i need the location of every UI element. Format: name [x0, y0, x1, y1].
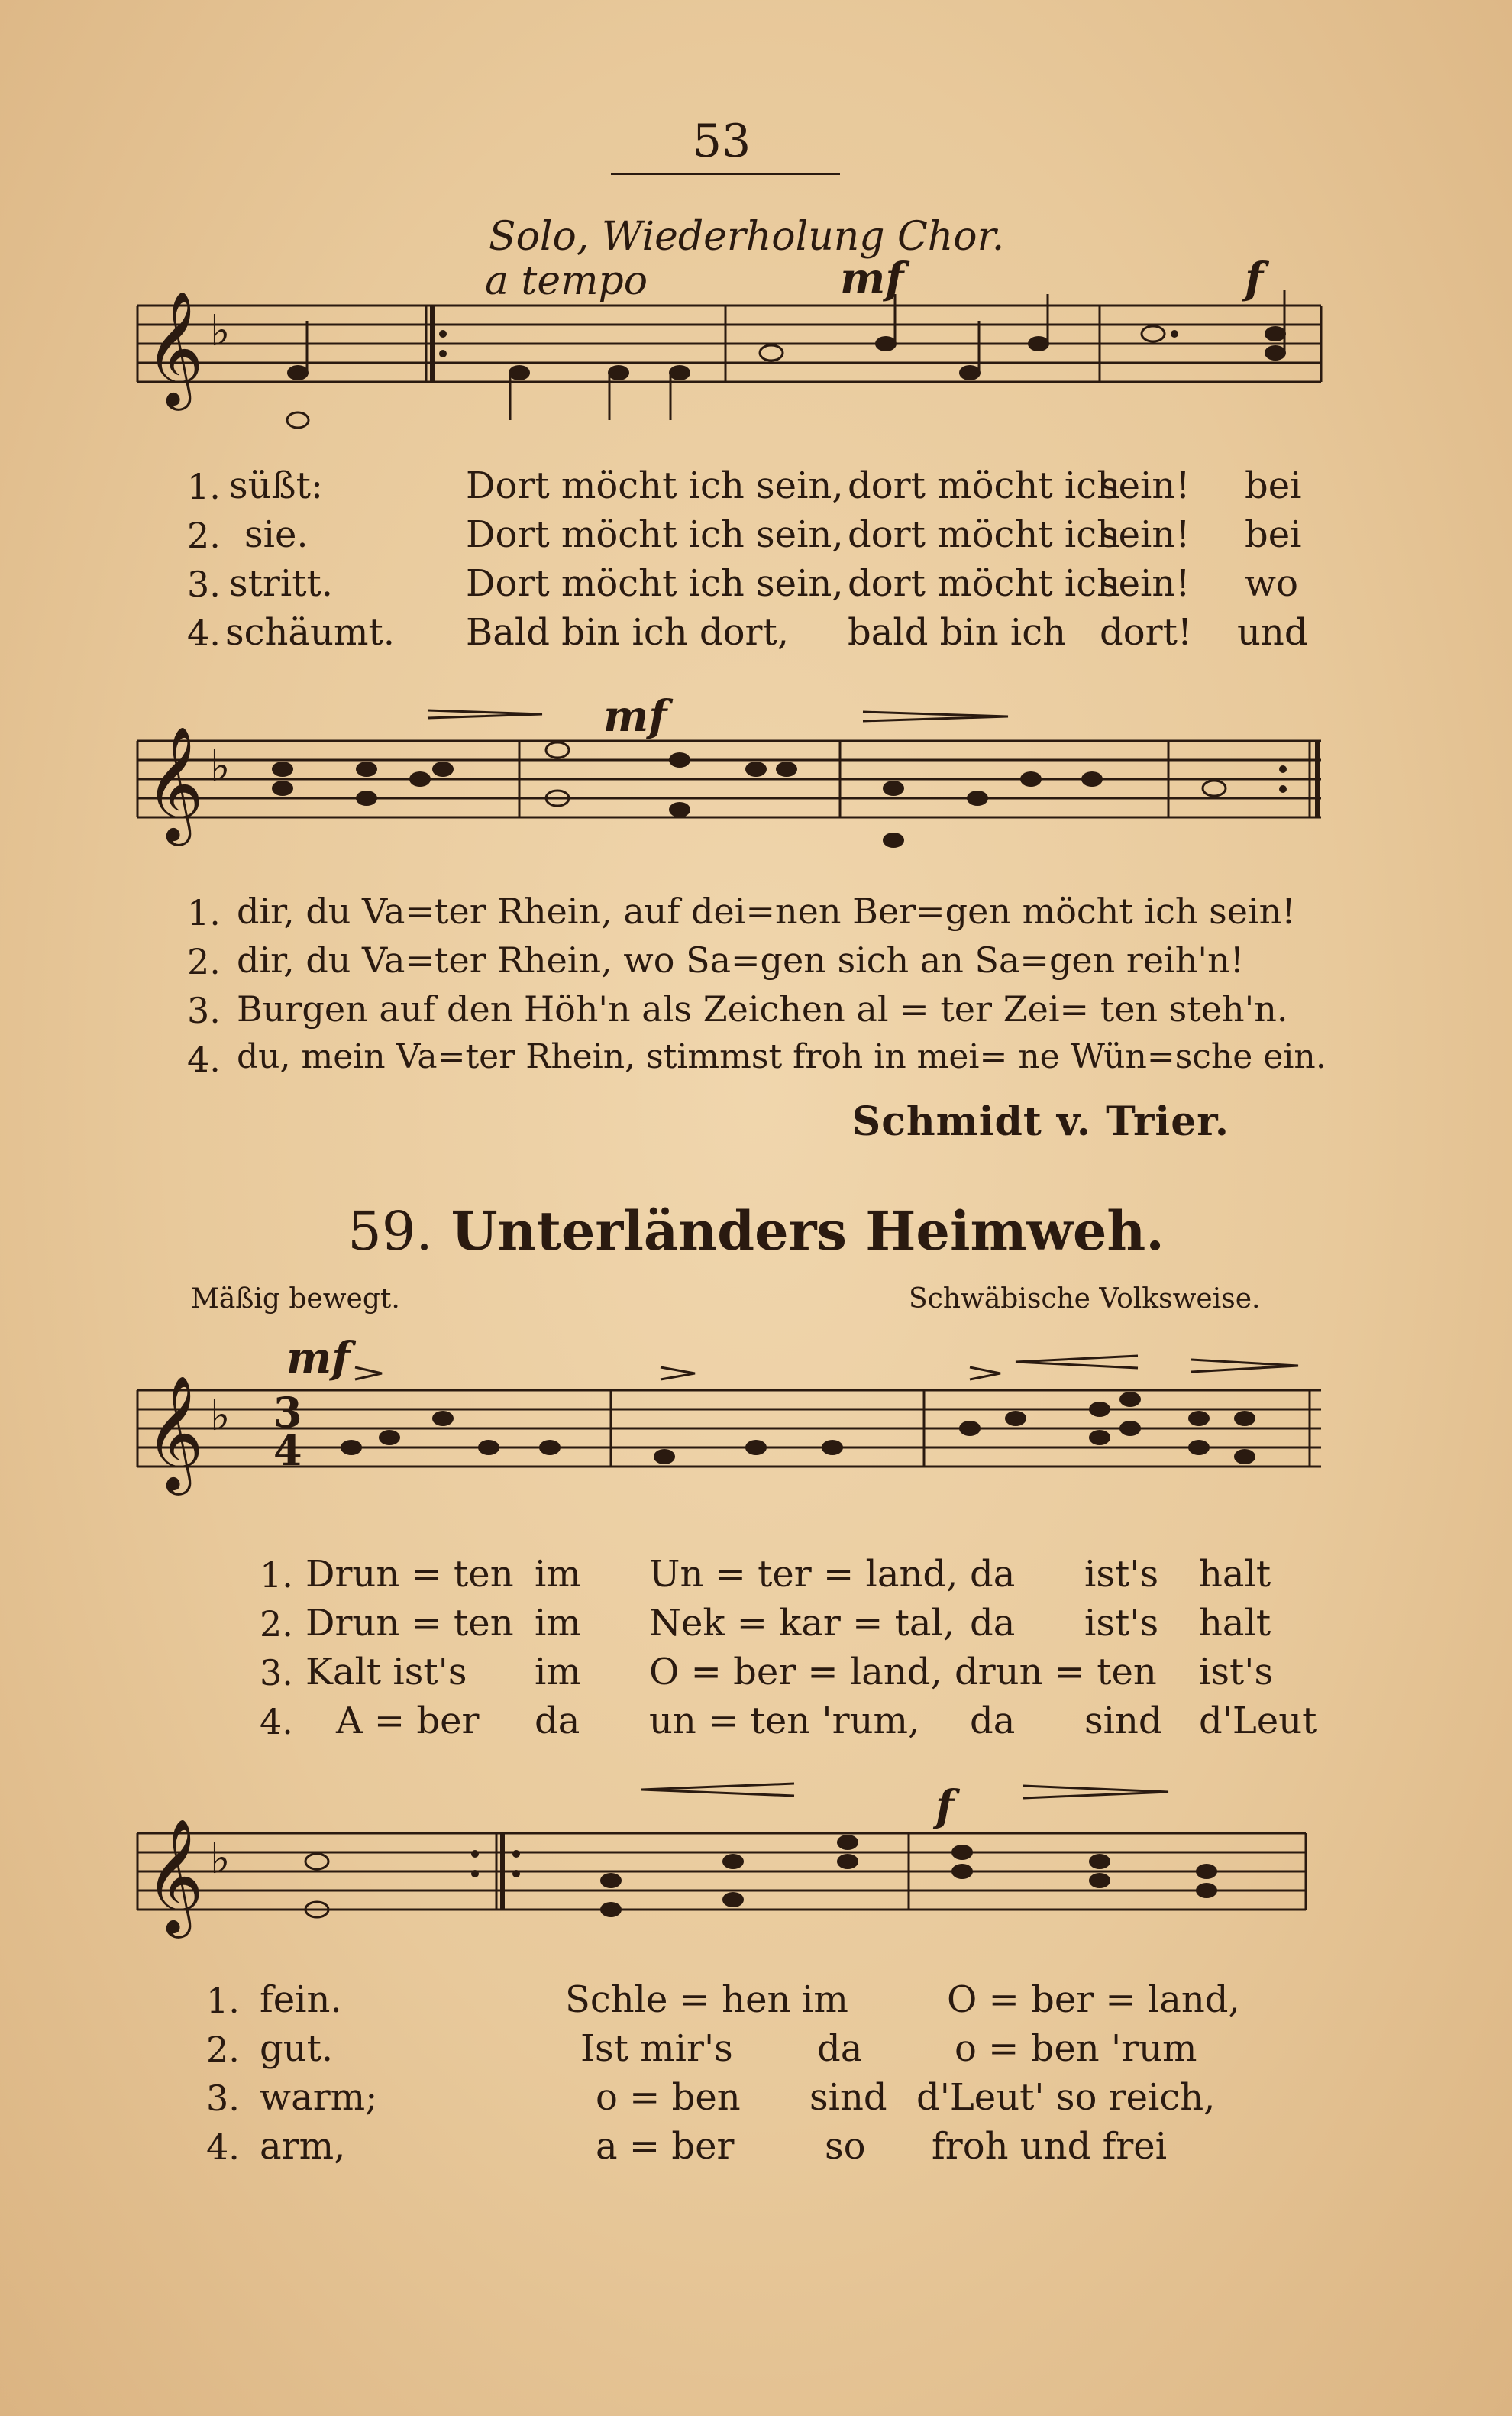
lyric: Bald bin ich dort, — [466, 611, 789, 654]
lyric: gut. — [260, 2027, 334, 2070]
lyric: sein! — [1100, 513, 1191, 556]
lyric: Nek = kar = tal, — [649, 1602, 955, 1645]
lyric: ist's — [1084, 1553, 1159, 1596]
lyric: Un = ter = land, — [649, 1553, 958, 1596]
lyric: halt — [1199, 1602, 1271, 1645]
song-number: 59. — [347, 1200, 433, 1263]
lyric: da — [970, 1700, 1016, 1742]
svg-text:♭: ♭ — [210, 306, 231, 356]
lyric-line: Burgen auf den Höh'n als Zeichen al = ter Zei= ten steh'n. — [237, 988, 1288, 1030]
lyric: O = ber = land, — [947, 1978, 1240, 2021]
verse-number: 1. — [187, 892, 221, 933]
lyric: stritt. — [229, 562, 334, 605]
lyric: dort möcht ich — [848, 464, 1121, 507]
verse-number: 3. — [206, 2078, 240, 2119]
verse-number: 4. — [187, 613, 221, 654]
lyric: schäumt. — [225, 611, 396, 654]
verse-number: 1. — [206, 1980, 240, 2021]
verse-number: 2. — [206, 2029, 240, 2070]
song-title — [0, 1199, 1512, 1263]
verse-number: 2. — [187, 941, 221, 982]
lyric: und — [1237, 611, 1308, 654]
lyric: sie. — [244, 513, 309, 556]
music-staff-1 — [130, 290, 1329, 466]
lyric: un = ten 'rum, — [649, 1700, 920, 1742]
lyric: im — [535, 1602, 581, 1645]
verse-number: 4. — [187, 1039, 221, 1080]
lyric: halt — [1199, 1553, 1271, 1596]
lyric: A = ber — [336, 1700, 480, 1742]
lyric: da — [535, 1700, 580, 1742]
lyric: sind — [809, 2076, 887, 2119]
lyric: Kalt ist's — [305, 1651, 467, 1693]
lyric: Drun = ten — [305, 1553, 514, 1596]
lyric: Ist mir's — [580, 2027, 733, 2070]
svg-text:𝄞: 𝄞 — [145, 1374, 204, 1490]
lyric: fein. — [260, 1978, 342, 2021]
page-number: 53 — [692, 115, 751, 168]
lyric: ist's — [1084, 1602, 1159, 1645]
song-title-text: Unterländers Heimweh. — [451, 1199, 1165, 1263]
time-signature-bottom: 4 — [273, 1426, 302, 1475]
verse-number: 1. — [187, 466, 221, 507]
svg-text:♭: ♭ — [210, 742, 231, 791]
source-credit: Schwäbische Volksweise. — [909, 1283, 1261, 1315]
verse-number: 4. — [260, 1701, 293, 1742]
lyric: d'Leut' so reich, — [916, 2076, 1216, 2119]
lyric: da — [970, 1602, 1016, 1645]
lyric: ist's — [1199, 1651, 1274, 1693]
lyric: drun = ten — [955, 1651, 1157, 1693]
svg-text:𝄞: 𝄞 — [145, 725, 204, 841]
lyric: dort möcht ich — [848, 513, 1121, 556]
lyric: wo — [1245, 562, 1298, 605]
lyric: Schle = hen — [565, 1978, 791, 2021]
lyric: so — [825, 2125, 866, 2168]
lyric: warm; — [260, 2076, 378, 2119]
author-credit: Schmidt v. Trier. — [851, 1098, 1229, 1145]
dynamic-mf: mf — [840, 254, 904, 304]
lyric: arm, — [260, 2125, 346, 2168]
lyric-line: du, mein Va=ter Rhein, stimmst froh in mei= ne Wün=sche ein. — [237, 1037, 1326, 1076]
lyric: froh und frei — [932, 2125, 1168, 2168]
verse-number: 2. — [260, 1603, 293, 1645]
dynamic-mf-2: mf — [603, 691, 667, 742]
svg-text:♭: ♭ — [210, 1391, 231, 1441]
lyric: bald bin ich — [848, 611, 1067, 654]
verse-number: 2. — [187, 515, 221, 556]
lyric: a = ber — [596, 2125, 735, 2168]
lyric: bei — [1245, 464, 1302, 507]
svg-text:𝄞: 𝄞 — [145, 289, 204, 406]
lyric: Drun = ten — [305, 1602, 514, 1645]
lyric: d'Leut — [1199, 1700, 1317, 1742]
svg-text:♭: ♭ — [210, 1834, 231, 1884]
direction-line: Solo, Wiederholung Chor. — [489, 214, 1005, 260]
tempo-marking: Mäßig bewegt. — [191, 1283, 400, 1315]
page-number-rule — [611, 173, 840, 175]
lyric: im — [535, 1651, 581, 1693]
dynamic-mf: mf — [286, 1333, 351, 1383]
verse-number: 3. — [260, 1652, 293, 1693]
time-signature-top: 3 — [273, 1388, 302, 1437]
lyric: Dort möcht ich sein, — [466, 562, 844, 605]
svg-text:𝄞: 𝄞 — [145, 1817, 204, 1933]
lyric: da — [970, 1553, 1016, 1596]
lyric: Dort möcht ich sein, — [466, 464, 844, 507]
verse-number: 3. — [187, 990, 221, 1031]
verse-number: 1. — [260, 1554, 293, 1596]
dynamic-f: f — [1245, 254, 1264, 304]
lyric-line: dir, du Va=ter Rhein, auf dei=nen Ber=gen möcht ich sein! — [237, 891, 1296, 932]
lyric: süßt: — [229, 464, 324, 507]
lyric: o = ben 'rum — [955, 2027, 1197, 2070]
lyric: O = ber = land, — [649, 1651, 942, 1693]
lyric: dort! — [1100, 611, 1193, 654]
music-staff-2 — [130, 718, 1329, 894]
lyric: sein! — [1100, 562, 1191, 605]
lyric: bei — [1245, 513, 1302, 556]
lyric: Dort möcht ich sein, — [466, 513, 844, 556]
tempo-marking: a tempo — [485, 258, 648, 304]
lyric: dort möcht ich — [848, 562, 1121, 605]
lyric-line: dir, du Va=ter Rhein, wo Sa=gen sich an Sa=gen reih'n! — [237, 940, 1245, 981]
lyric: im — [802, 1978, 848, 2021]
music-staff-3 — [130, 1367, 1329, 1543]
verse-number: 3. — [187, 564, 221, 605]
lyric: da — [817, 2027, 863, 2070]
lyric: o = ben — [596, 2076, 741, 2119]
lyric: im — [535, 1553, 581, 1596]
dynamic-f: f — [935, 1781, 955, 1832]
lyric: sind — [1084, 1700, 1162, 1742]
music-staff-4 — [130, 1795, 1329, 1971]
lyric: sein! — [1100, 464, 1191, 507]
verse-number: 4. — [206, 2127, 240, 2168]
